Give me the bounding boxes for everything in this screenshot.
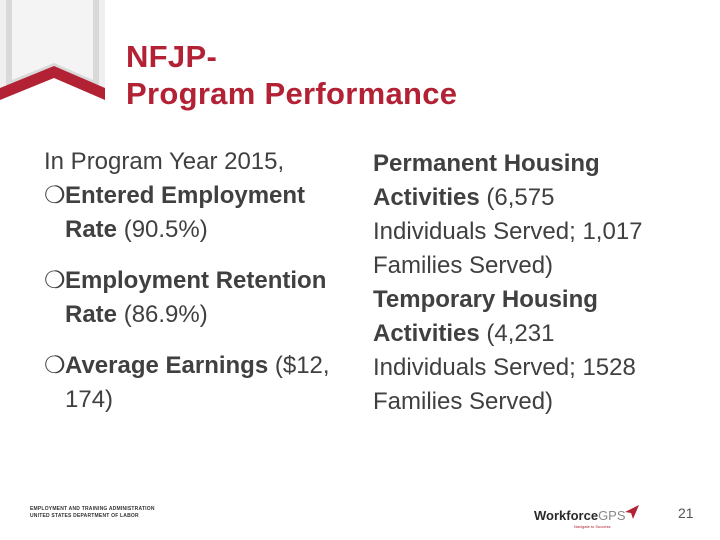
bullet-entered-employment xyxy=(44,179,354,247)
workforce-gps-logo xyxy=(534,504,644,534)
page-number: 21 xyxy=(678,505,694,521)
title-line-2: Program Performance xyxy=(126,76,458,111)
temporary-housing-block xyxy=(373,283,673,419)
bullet-value: (86.9%) xyxy=(117,301,208,328)
agency-line-2: UNITED STATES DEPARTMENT OF LABOR xyxy=(30,513,139,519)
slide-title xyxy=(126,38,457,112)
right-column xyxy=(373,147,673,419)
agency-footer xyxy=(30,506,155,520)
bullet-employment-retention xyxy=(44,264,354,332)
left-column xyxy=(44,145,354,417)
bullet-label: Employment Retention Rate xyxy=(65,267,327,328)
bullet-label: Entered Employment Rate xyxy=(65,182,306,243)
block-label: Permanent Housing Activities xyxy=(373,150,600,211)
bullet-average-earnings xyxy=(44,349,354,417)
intro-text: In Program Year 2015, xyxy=(44,148,285,175)
logo-tagline: Navigate to Success xyxy=(574,524,611,529)
bullet-circle-icon: ❍ xyxy=(44,267,66,294)
title-line-1: NFJP- xyxy=(126,39,218,74)
block-label: Temporary Housing Activities xyxy=(373,286,598,347)
permanent-housing-block xyxy=(373,147,673,283)
bullet-circle-icon: ❍ xyxy=(44,182,66,209)
red-arrow-logo-icon xyxy=(624,504,640,520)
logo-wordmark: WorkforceGPS xyxy=(534,508,626,523)
bullet-value: (90.5%) xyxy=(117,216,208,243)
bullet-label: Average Earnings xyxy=(65,352,269,379)
block-value: (6,575 Individuals Served; 1,017 Families Served) xyxy=(373,184,643,279)
agency-line-1: EMPLOYMENT AND TRAINING ADMINISTRATION xyxy=(30,506,155,512)
block-value: (4,231 Individuals Served; 1528 Families Served) xyxy=(373,320,636,415)
bullet-circle-icon: ❍ xyxy=(44,352,66,379)
bullet-value: ($12, 174) xyxy=(65,352,330,413)
